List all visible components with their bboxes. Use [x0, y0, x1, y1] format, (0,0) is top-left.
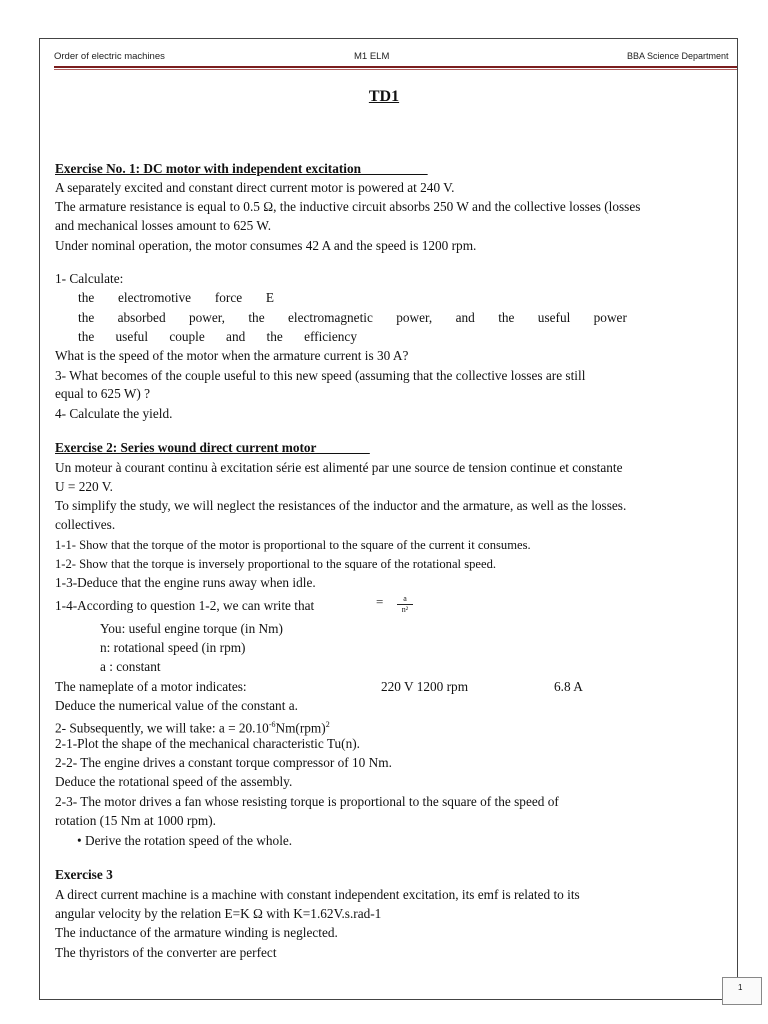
- ex2-q2-2-deduce: Deduce the rotational speed of the assembly.: [55, 774, 293, 789]
- ex2-q2-2: 2-2- The engine drives a constant torque compressor of 10 Nm.: [55, 755, 392, 770]
- ex2-line-4: collectives.: [55, 517, 116, 532]
- ex2-q2-3-bullet: • Derive the rotation speed of the whole.: [77, 833, 293, 848]
- ex1-q1-a: the electromotive force E: [78, 290, 274, 305]
- ex1-line-4: Under nominal operation, the motor consumes 42 A and the speed is 1200 rpm.: [55, 238, 477, 253]
- exercise-3-heading: Exercise 3: [55, 867, 113, 882]
- ex2-deduce-constant: Deduce the numerical value of the constant a.: [55, 698, 298, 713]
- ex1-q1-c: the useful couple and the efficiency: [78, 329, 357, 344]
- header-level: M1 ELM: [354, 51, 390, 62]
- ex2-q2-3-line-2: rotation (15 Nm at 1000 rpm).: [55, 813, 217, 828]
- header-department: BBA Science Department: [627, 51, 729, 61]
- ex1-q1: 1- Calculate:: [55, 271, 124, 286]
- ex3-line-1: A direct current machine is a machine with constant independent excitation, its emf is related to its: [55, 887, 580, 902]
- ex2-q1-4: 1-4-According to question 1-2, we can write that: [55, 598, 315, 613]
- ex1-q3-line-2: equal to 625 W) ?: [55, 386, 151, 401]
- ex2-line-2: U = 220 V.: [55, 479, 113, 494]
- ex2-q2-3-line-1: 2-3- The motor drives a fan whose resisting torque is proportional to the square of the speed of: [55, 794, 559, 809]
- formula-denominator: n²: [397, 604, 413, 615]
- ex2-def-constant: a : constant: [100, 659, 161, 674]
- formula-fraction: [397, 594, 413, 615]
- ex1-line-1: A separately excited and constant direct current motor is powered at 240 V.: [55, 180, 455, 195]
- ex1-q2: What is the speed of the motor when the armature current is 30 A?: [55, 348, 409, 363]
- ex2-line-1: Un moteur à courant continu à excitation série est alimenté par une source de tension continue et constante: [55, 460, 623, 475]
- ex1-line-3: and mechanical losses amount to 625 W.: [55, 218, 272, 233]
- ex2-q1-2: 1-2- Show that the torque is inversely proportional to the square of the rotational speed.: [55, 557, 497, 571]
- ex2-q1-1: 1-1- Show that the torque of the motor is proportional to the square of the current it consumes.: [55, 538, 531, 552]
- ex2-q2-1: 2-1-Plot the shape of the mechanical characteristic Tu(n).: [55, 736, 360, 751]
- ex1-q3-line-1: 3- What becomes of the couple useful to this new speed (assuming that the collective losses are still: [55, 368, 586, 383]
- exercise-2-heading: Exercise 2: Series wound direct current motor________: [55, 440, 370, 455]
- ex3-line-2: angular velocity by the relation E=K Ω with K=1.62V.s.rad-1: [55, 906, 382, 921]
- ex1-line-2: The armature resistance is equal to 0.5 Ω, the inductive circuit absorbs 250 W and the collective losses (losses: [55, 199, 641, 214]
- header-rule-thin: [54, 69, 737, 70]
- formula-equals: =: [376, 594, 384, 609]
- ex1-q4: 4- Calculate the yield.: [55, 406, 173, 421]
- ex2-def-speed: n: rotational speed (in rpm): [100, 640, 246, 655]
- ex1-q1-b: the absorbed power, the electromagnetic power, and the useful power: [78, 310, 627, 325]
- ex2-line-3: To simplify the study, we will neglect the resistances of the inductor and the armature, as well as the losses.: [55, 498, 627, 513]
- ex3-line-3: The inductance of the armature winding is neglected.: [55, 925, 338, 940]
- ex2-def-torque: You: useful engine torque (in Nm): [100, 621, 283, 636]
- ex3-line-4: The thyristors of the converter are perfect: [55, 945, 277, 960]
- page-title: TD1: [368, 88, 400, 105]
- page-number: 1: [738, 983, 743, 992]
- ex2-nameplate-rating: 220 V 1200 rpm: [381, 679, 469, 694]
- ex2-nameplate: The nameplate of a motor indicates:: [55, 679, 247, 694]
- ex2-q2: 2- Subsequently, we will take: $a = 20.10^{-6}Nm(rpm)^2$: [55, 720, 330, 736]
- ex2-q1-3: 1-3-Deduce that the engine runs away when idle.: [55, 575, 316, 590]
- exercise-1-heading: Exercise No. 1: DC motor with independent excitation__________: [55, 161, 428, 176]
- header-course: Order of electric machines: [54, 51, 165, 62]
- formula-numerator: a: [403, 594, 407, 603]
- header-rule: [54, 66, 737, 68]
- ex2-nameplate-current: 6.8 A: [554, 679, 583, 694]
